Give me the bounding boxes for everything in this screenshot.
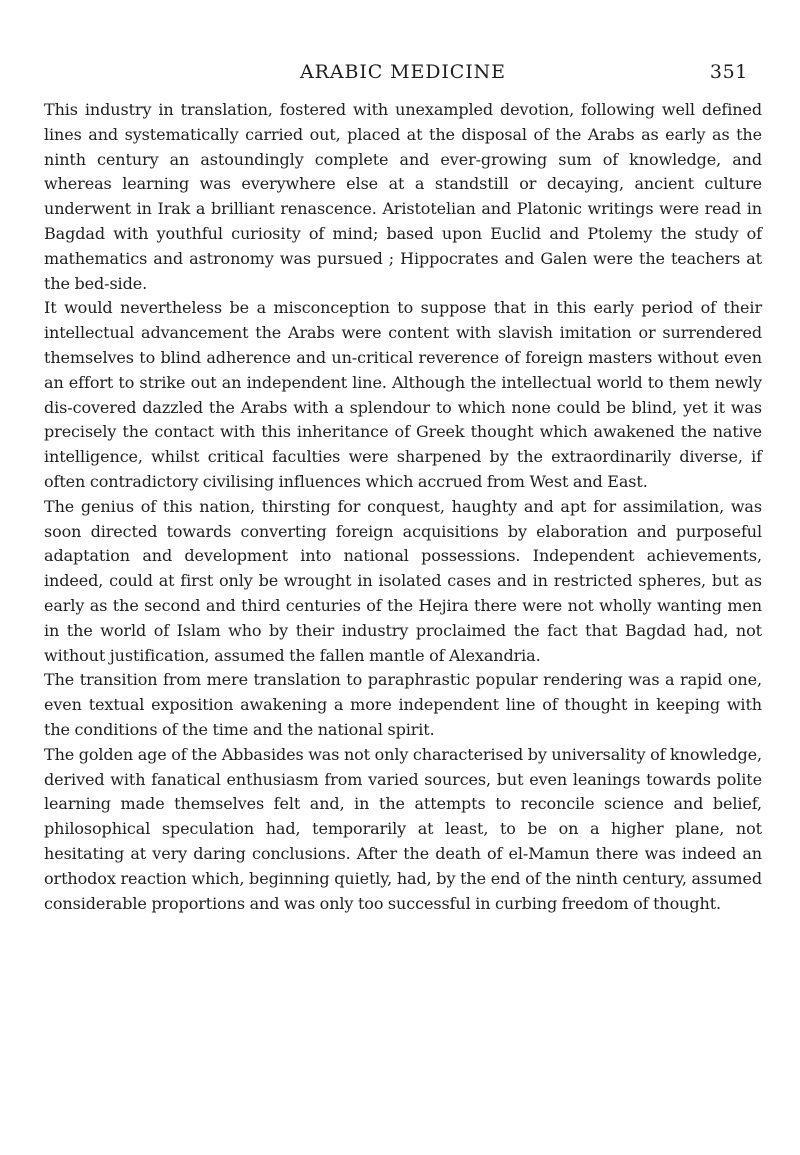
paragraph: The genius of this nation, thirsting for conquest, haughty and apt for assimilation, was soon directed towards converting foreign acquisitions by elaboration and purposeful adaptation and development into national possessions. Independent achievements, indeed, could at first only be wrought in isolated cases and in restricted spheres, but as early as the second and third centuries of the Hejira there were not wholly wanting men in the world of Islam who by their industry proclaimed the fact that Bagdad had, not without justification, assumed the fallen mantle of Alexandria. xyxy=(44,496,762,665)
running-head xyxy=(44,60,762,84)
page-number: 351 xyxy=(709,61,748,83)
paragraph: This industry in translation, fostered with unexampled devotion, following well defined lines and systematically carried out, placed at the disposal of the Arabs as early as the ninth century an astoundingly complete and ever-growing sum of knowledge, and whereas learning was everywhere else at a standstill or decaying, ancient culture underwent in Irak a brilliant renascence. Aristotelian and Platonic writings were read in Bagdad with youthful curiosity of mind; based upon Euclid and Ptolemy the study of mathematics and astronomy was pursued ; Hippocrates and Galen were the teachers at the bed-side. xyxy=(44,100,762,293)
paragraph: The golden age of the Abbasides was not only characterised by universality of knowledge, derived with fanatical enthusiasm from varied sources, but even leanings towards polite learning made themselves felt and, in the attempts to reconcile science and belief, philosophical speculation had, temporarily at least, to be on a higher plane, not hesitating at very daring conclusions. After the death of el-Mamun there was indeed an orthodox reaction which, beginning quietly, had, by the end of the ninth century, assumed considerable proportions and was only too successful in curbing freedom of thought. xyxy=(44,744,762,913)
running-title: ARABIC MEDICINE xyxy=(300,61,506,83)
book-page xyxy=(44,60,762,1140)
paragraph: It would nevertheless be a misconception to suppose that in this early period of their intellectual advancement the Arabs were content with slavish imitation or surrendered themselves to blind adherence and un-critical reverence of foreign masters without even an effort to strike out an independent line. Although the intellectual world to them newly dis-covered dazzled the Arabs with a splendour to which none could be blind, yet it was precisely the contact with this inheritance of Greek thought which awakened the native intelligence, whilst critical faculties were sharpened by the extraordinarily diverse, if often contradictory civilising influences which accrued from West and East. xyxy=(44,298,762,491)
body-text xyxy=(44,98,762,916)
paragraph: The transition from mere translation to paraphrastic popular rendering was a rapid one, even textual exposition awakening a more independent line of thought in keeping with the conditions of the time and the national spirit. xyxy=(44,670,762,739)
